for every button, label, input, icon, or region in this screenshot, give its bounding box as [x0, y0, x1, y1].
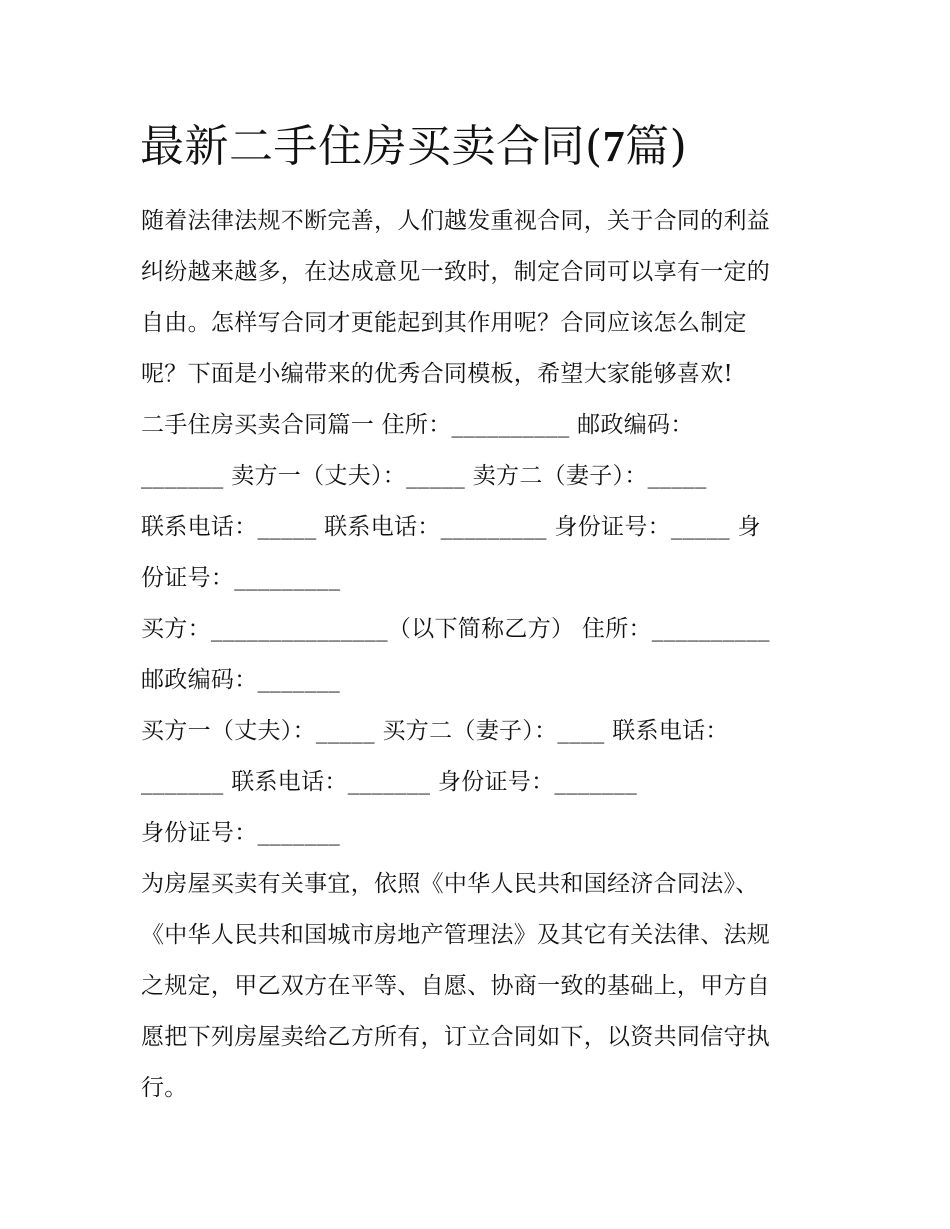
body-line-1: 随着法律法规不断完善，人们越发重视合同，关于合同的利益 — [141, 208, 771, 234]
buyer-contact-line: _______ 联系电话：_______ 身份证号：_______ — [141, 769, 638, 795]
document-title — [140, 116, 687, 178]
buyer-names-line: 买方一（丈夫）：_____ 买方二（妻子）：____ 联系电话： — [141, 718, 729, 744]
title-prefix: 最新二手住房买卖合同( — [140, 121, 603, 172]
seller-names-line: _______ 卖方一（丈夫）：_____ 卖方二（妻子）：_____ — [141, 463, 707, 489]
body-line-18: 行。 — [141, 1075, 188, 1101]
buyer-line: 买方：_______________（以下简称乙方） 住所：__________ — [141, 616, 770, 642]
body-line-15: 《中华人民共和国城市房地产管理法》及其它有关法律、法规 — [141, 922, 771, 948]
body-line-17: 愿把下列房屋卖给乙方所有，订立合同如下，以资共同信守执 — [141, 1024, 771, 1050]
buyer-id-line: 身份证号：_______ — [141, 820, 341, 846]
seller-contact-line: 联系电话：_____ 联系电话：_________ 身份证号：_____ 身 — [141, 514, 761, 540]
body-line-2: 纠纷越来越多，在达成意见一致时，制定合同可以享有一定的 — [141, 259, 771, 285]
body-line-3: 自由。怎样写合同才更能起到其作用呢？合同应该怎么制定 — [141, 310, 747, 336]
seller-address-line: 二手住房买卖合同篇一 住所：__________ 邮政编码： — [141, 412, 694, 438]
title-suffix: 篇) — [625, 121, 688, 172]
title-number: 7 — [602, 122, 626, 171]
body-line-14: 为房屋买卖有关事宜，依照《中华人民共和国经济合同法》、 — [141, 871, 759, 897]
buyer-postcode-line: 邮政编码：_______ — [141, 667, 341, 693]
seller-id-line: 份证号：_________ — [141, 565, 341, 591]
body-line-4: 呢？下面是小编带来的优秀合同模板，希望大家能够喜欢! — [141, 361, 734, 387]
body-line-16: 之规定，甲乙双方在平等、自愿、协商一致的基础上，甲方自 — [141, 973, 771, 999]
